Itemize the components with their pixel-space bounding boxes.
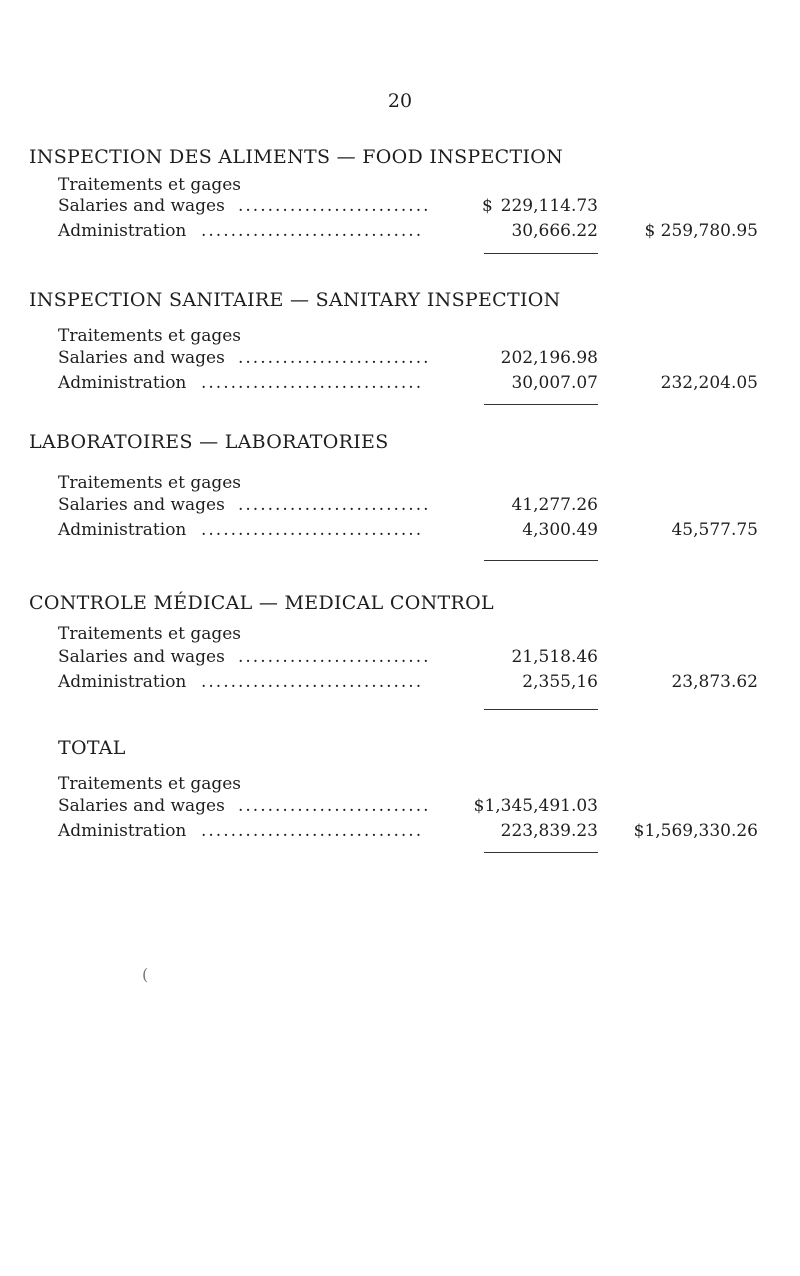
ledger-row-administration	[58, 520, 758, 544]
section-heading: LABORATOIRES — LABORATORIES	[29, 431, 389, 453]
row-label: Administration	[58, 373, 187, 393]
row-total: $ 259,780.95	[644, 221, 758, 241]
row-label: Administration	[58, 520, 187, 540]
dot-leader: ..............................	[201, 520, 424, 540]
section-subheading: Traitements et gages	[58, 175, 241, 195]
row-amount: 223,839.23	[500, 821, 598, 841]
page-number: 20	[387, 90, 413, 112]
dot-leader: ..............................	[201, 821, 424, 841]
subtotal-rule	[484, 709, 598, 710]
row-label: Salaries and wages	[58, 348, 225, 368]
dot-leader: ..........................	[238, 796, 431, 816]
row-label: Administration	[58, 821, 187, 841]
subtotal-rule	[484, 560, 598, 561]
dollar-sign: $	[482, 196, 493, 216]
ledger-row-administration	[58, 221, 758, 245]
ledger-row-salaries	[58, 796, 758, 820]
row-label: Salaries and wages	[58, 647, 225, 667]
row-label: Administration	[58, 221, 187, 241]
section-heading: CONTROLE MÉDICAL — MEDICAL CONTROL	[29, 592, 494, 614]
row-amount: 41,277.26	[511, 495, 598, 515]
ledger-row-administration	[58, 373, 758, 397]
row-label: Salaries and wages	[58, 796, 225, 816]
section-subheading: Traitements et gages	[58, 473, 241, 493]
ledger-row-salaries	[58, 495, 758, 519]
row-total: 45,577.75	[671, 520, 758, 540]
dot-leader: ..........................	[238, 647, 431, 667]
ledger-row-salaries	[58, 196, 758, 220]
section-subheading: Traitements et gages	[58, 774, 241, 794]
row-amount: 4,300.49	[522, 520, 598, 540]
row-amount: 30,666.22	[511, 221, 598, 241]
row-total: 23,873.62	[671, 672, 758, 692]
dot-leader: ..............................	[201, 672, 424, 692]
subtotal-rule	[484, 852, 598, 853]
row-label: Salaries and wages	[58, 495, 225, 515]
section-heading: INSPECTION SANITAIRE — SANITARY INSPECTION	[29, 289, 561, 311]
section-subheading: Traitements et gages	[58, 326, 241, 346]
row-label: Salaries and wages	[58, 196, 225, 216]
row-amount: 30,007.07	[511, 373, 598, 393]
row-amount: 21,518.46	[511, 647, 598, 667]
row-label: Administration	[58, 672, 187, 692]
dot-leader: ..........................	[238, 348, 431, 368]
section-subheading: Traitements et gages	[58, 624, 241, 644]
section-heading: TOTAL	[58, 737, 126, 759]
ledger-row-administration	[58, 821, 758, 845]
dot-leader: ..............................	[201, 221, 424, 241]
section-heading: INSPECTION DES ALIMENTS — FOOD INSPECTION	[29, 146, 564, 168]
subtotal-rule	[484, 253, 598, 254]
ledger-row-salaries	[58, 647, 758, 671]
row-total: $1,569,330.26	[633, 821, 758, 841]
dot-leader: ..........................	[238, 495, 431, 515]
subtotal-rule	[484, 404, 598, 405]
row-amount: $1,345,491.03	[473, 796, 598, 816]
row-amount: 202,196.98	[500, 348, 598, 368]
row-amount: 229,114.73	[500, 196, 598, 216]
ledger-row-administration	[58, 672, 758, 696]
ledger-row-salaries	[58, 348, 758, 372]
row-amount: 2,355,16	[522, 672, 598, 692]
row-total: 232,204.05	[660, 373, 758, 393]
stray-mark: (	[142, 965, 149, 984]
dot-leader: ..............................	[201, 373, 424, 393]
dot-leader: ..........................	[238, 196, 431, 216]
